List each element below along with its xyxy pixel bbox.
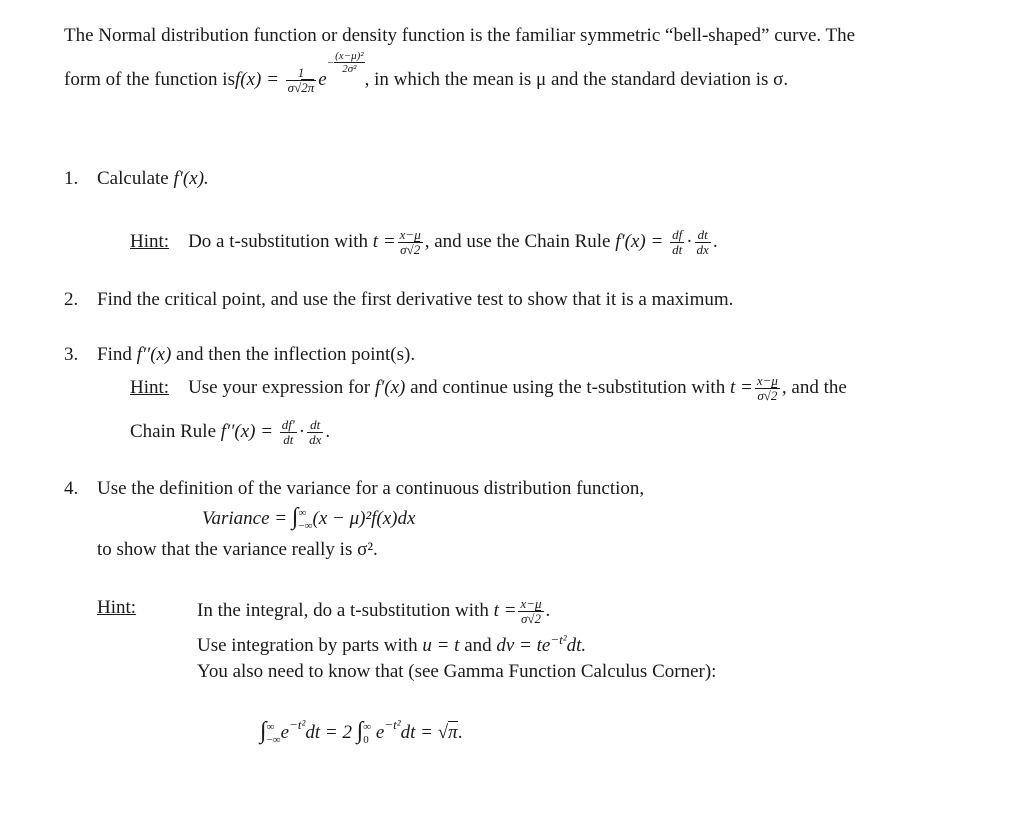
q2-number: 2. (64, 289, 79, 310)
q1-hint-label: Hint: (130, 230, 170, 252)
q1-dt-dx: $\frac{dt}{dx}$ (696, 227, 709, 257)
intro-prefix: form of the function is (64, 68, 235, 90)
intro-line-2 (64, 50, 789, 95)
q3-hint-label: Hint: (130, 376, 170, 398)
intro-suffix: , in which the mean is μ and the standard deviation is σ. (364, 68, 789, 90)
q4-hint-3: You also need to know that (see Gamma Function Calculus Corner): (197, 661, 717, 682)
q1-text: Calculate f′(x). (97, 168, 209, 189)
normal-pdf-coefficient: $\frac{1}{\sigma√2\pi}$ (287, 65, 315, 95)
q1-math: f′(x). (173, 168, 209, 189)
q4-hint-label: Hint: (97, 597, 137, 618)
q4-text: Use the definition of the variance for a continuous distribution function, (97, 478, 645, 499)
gamma-identity: ∫ ∞ −∞ $e^{-t^2}dt = 2$ ∫ ∞ 0 $e^{-t^2}dt = √\pi$. (260, 717, 463, 746)
q3-t-fraction: $\frac{x-\mu}{\sigma√2}$ (756, 373, 778, 403)
q3-number: 3. (64, 344, 79, 365)
q4-hint-1: In the integral, do a t-substitution with t = $\frac{x-\mu}{\sigma√2}$ . (197, 596, 551, 626)
q3-dt-dx: $\frac{dt}{dx}$ (309, 417, 322, 447)
q3-hint: Hint: Use your expression for f′(x) and continue using the t-substitution with t = $\frac{x-\mu}{\sigma√2}$ , and the (130, 373, 847, 403)
q4-t-fraction: $\frac{x-\mu}{\sigma√2}$ (520, 596, 542, 626)
normal-pdf-exponent: − $\frac{\text{(x−μ)²}}{\text{2σ²}}$ (326, 50, 364, 75)
q1-hint-text: Do a t-substitution with (188, 230, 369, 252)
q4-show-text: to show that the variance really is σ². (97, 539, 378, 560)
q1-hint: Hint: Do a t-substitution with t = $\frac{x-\mu}{\sigma√2}$ , and use the Chain Rule f′(x) = $\frac{df}{dt}$ · $\frac{dt}{dx}$ . (130, 227, 718, 257)
q3-math: f′′(x) (136, 344, 172, 365)
q3-df-dt: $\frac{df'}{dt}$ (281, 417, 295, 447)
q4-hint-2: Use integration by parts with u = t and dv = $te^{-t^2}dt$. (197, 632, 587, 656)
q3-text: Find f′′(x) and then the inflection point(s). (97, 344, 416, 365)
q3-chain-rule: Chain Rule f′′(x) = $\frac{df'}{dt}$ · $\frac{dt}{dx}$ . (130, 417, 331, 447)
variance-formula: Variance = ∫ ∞ −∞ (x − μ)²f(x)dx (202, 504, 416, 532)
intro-line-1: The Normal distribution function or density function is the familiar symmetric “bell-shaped” curve. The (64, 25, 856, 46)
normal-pdf-lhs: f(x) = (234, 68, 279, 90)
q2-text: Find the critical point, and use the first derivative test to show that it is a maximum. (97, 289, 734, 310)
q1-t-fraction: $\frac{x-\mu}{\sigma√2}$ (399, 227, 421, 257)
q1-number: 1. (64, 168, 79, 189)
q1-df-dt: $\frac{df}{dt}$ (672, 227, 683, 257)
q4-number: 4. (64, 478, 79, 499)
normal-pdf-e: e (318, 68, 327, 90)
